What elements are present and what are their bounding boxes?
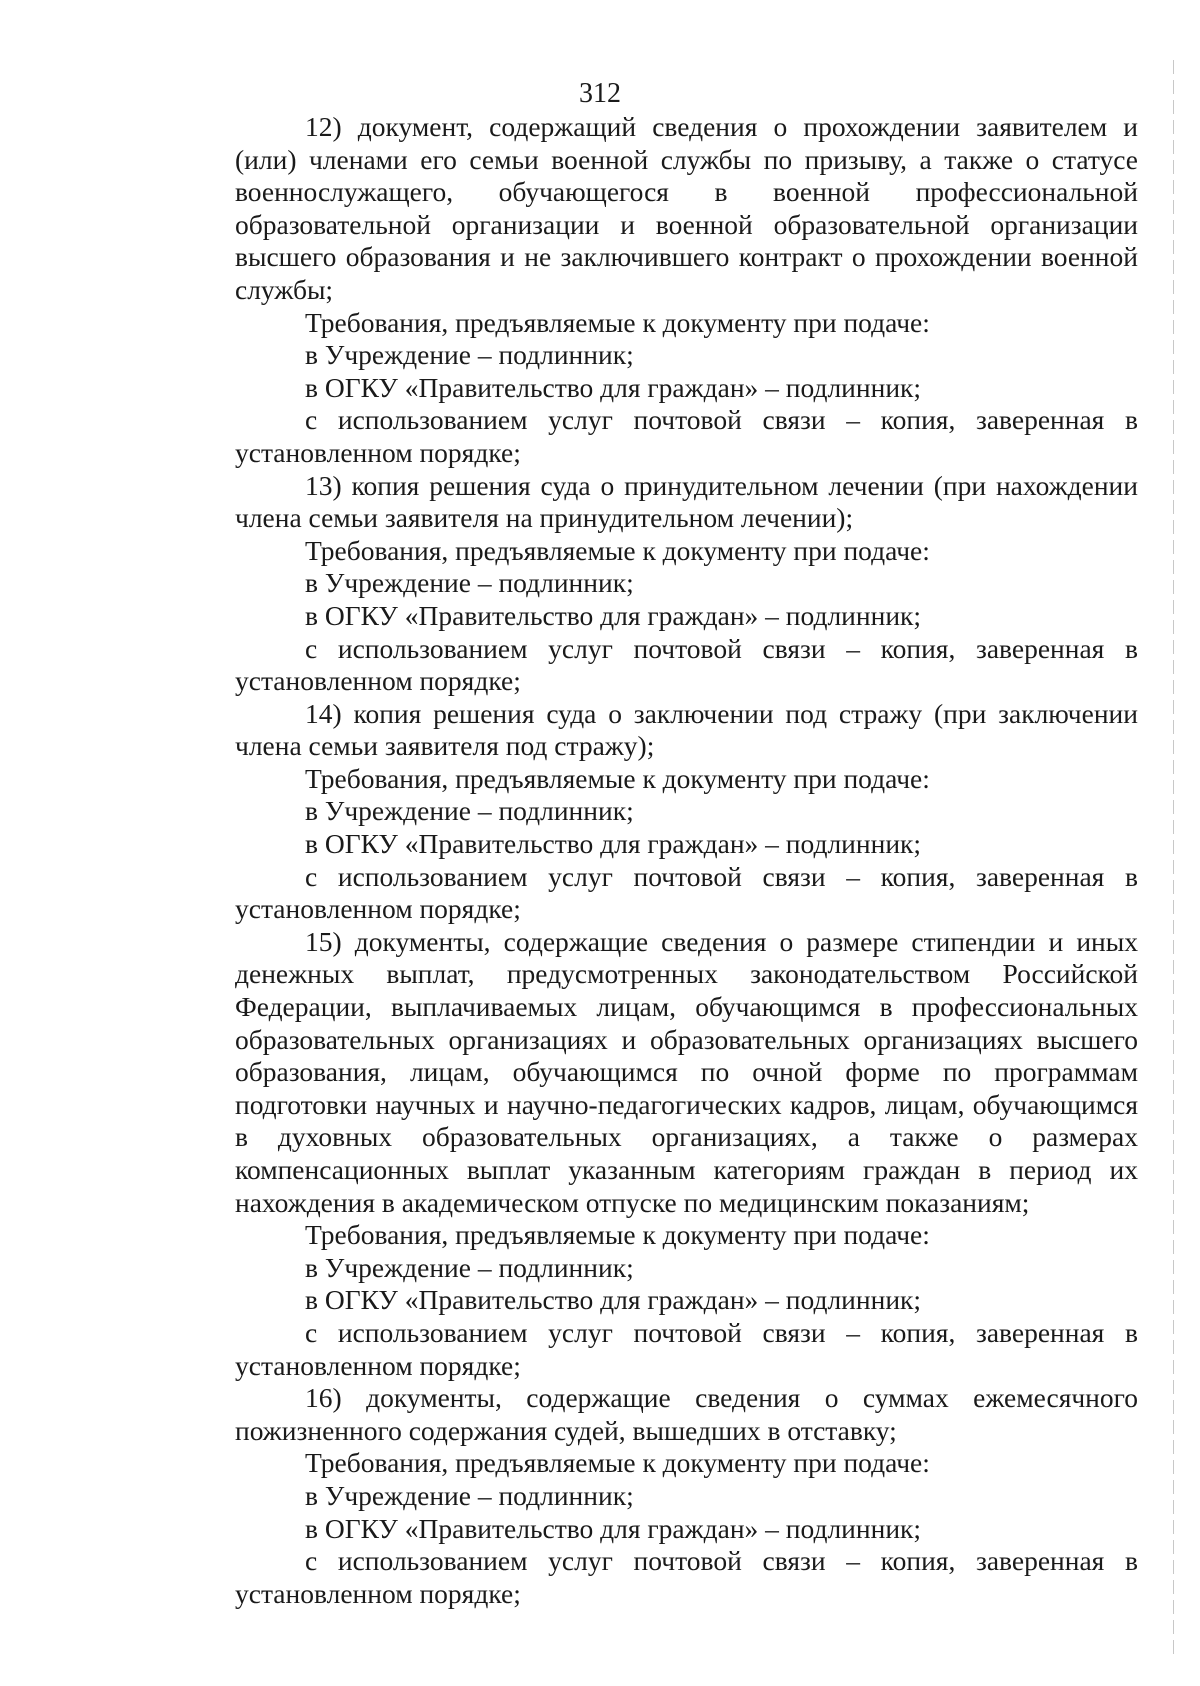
requirement-postal: с использованием услуг почтовой связи – копия, заверенная в установленном порядке; [235,1545,1138,1609]
requirement-ogku: в ОГКУ «Правительство для граждан» – подлинник; [305,1512,922,1544]
requirement-ogku: в ОГКУ «Правительство для граждан» – подлинник; [305,828,922,860]
requirements-heading: Требования, предъявляемые к документу при подаче: [305,306,930,338]
requirement-institution: в Учреждение – подлинник; [305,795,634,827]
document-body [235,111,1138,1610]
requirement-postal: с использованием услуг почтовой связи – копия, заверенная в установленном порядке; [235,632,1138,697]
paragraph-item-15: 15) документы, содержащие сведения о размере стипендии и иных денежных выплат, предусмотренных законодательством Российской Федерации, выплачиваемых лицам, обучающимся в профессиональных образовательных организациях и образовательных организациях высшего образования, лицам, обучающимся по очной форме по программам подготовки научных и научно-педагогических кадров, лицам, обучающимся в духовных образовательных организациях, а также о размерах компенсационных выплат указанным категориям граждан в период их нахождения в академическом отпуске по медицинским показаниям; [235,925,1138,1218]
paragraph-item-16: 16) документы, содержащие сведения о суммах ежемесячного пожизненного содержания судей, вышедших в отставку; [235,1382,1138,1446]
requirement-institution: в Учреждение – подлинник; [305,339,634,371]
paragraph-item-12: 12) документ, содержащий сведения о прохождении заявителем и (или) членами его семьи военной службы по призыву, а также о статусе военнослужащего, обучающегося в военной профессиональной образовательной организации и военной образовательной организации высшего образования и не заключившего контракт о прохождении военной службы; [235,111,1138,305]
requirement-postal: с использованием услуг почтовой связи – копия, заверенная в установленном порядке; [235,404,1138,468]
requirement-postal: с использованием услуг почтовой связи – копия, заверенная в установленном порядке; [235,1316,1138,1381]
page-number: 312 [579,78,621,109]
requirements-heading: Требования, предъявляемые к документу при подаче: [305,1219,930,1251]
requirement-institution: в Учреждение – подлинник; [305,1251,634,1283]
requirements-heading: Требования, предъявляемые к документу при подаче: [305,534,930,566]
paragraph-item-13: 13) копия решения суда о принудительном лечении (при нахождении члена семьи заявителя на принудительном лечении); [235,469,1138,534]
requirement-ogku: в ОГКУ «Правительство для граждан» – подлинник; [305,371,922,403]
requirement-institution: в Учреждение – подлинник; [305,1479,634,1511]
requirements-heading: Требования, предъявляемые к документу при подаче: [305,1447,930,1479]
requirement-ogku: в ОГКУ «Правительство для граждан» – подлинник; [305,599,922,631]
requirements-heading: Требования, предъявляемые к документу при подаче: [305,762,930,794]
requirement-institution: в Учреждение – подлинник; [305,567,634,599]
requirement-ogku: в ОГКУ «Правительство для граждан» – подлинник; [305,1284,922,1316]
paragraph-item-14: 14) копия решения суда о заключении под стражу (при заключении члена семьи заявителя под стражу); [235,697,1138,762]
requirement-postal: с использованием услуг почтовой связи – копия, заверенная в установленном порядке; [235,860,1138,925]
scan-edge-line [1173,60,1174,1660]
